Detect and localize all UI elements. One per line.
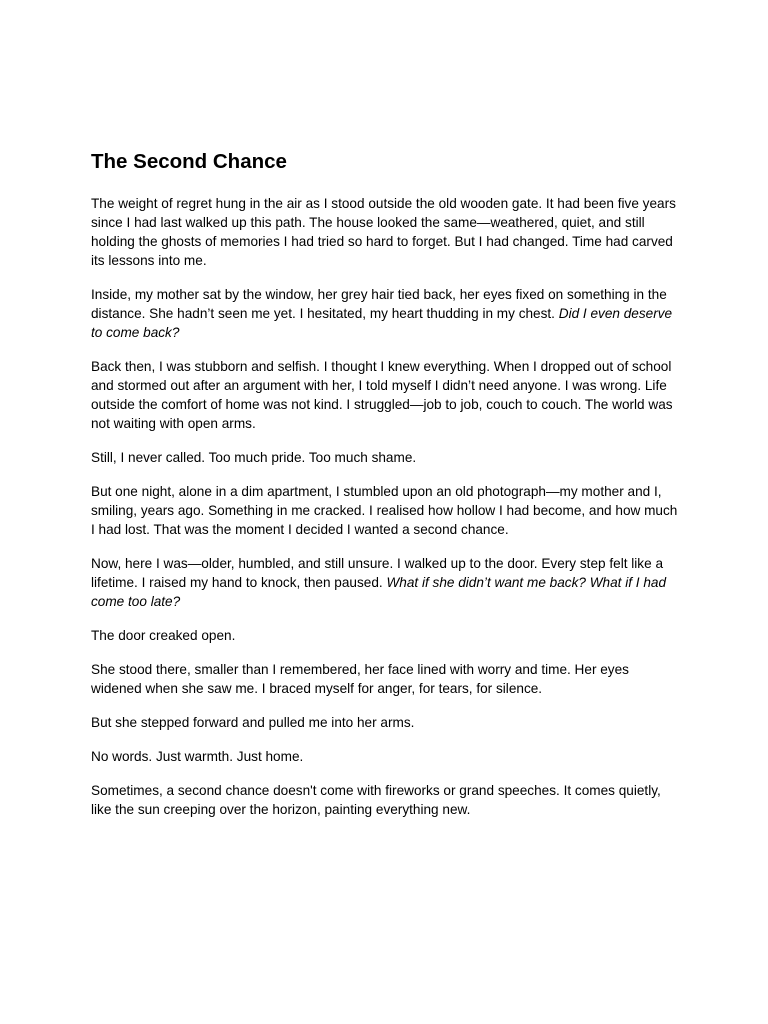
paragraph xyxy=(91,194,681,270)
paragraph xyxy=(91,781,681,819)
paragraph-text: Back then, I was stubborn and selfish. I thought I knew everything. When I dropped out of school and stormed out after an argument with her, I told myself I didn’t need anyone. I was wrong. Life outside the comfort of home was not kind. I struggled—job to job, couch to couch. The world was not waiting with open arms. xyxy=(91,359,673,431)
paragraph-text: Now, here I was—older, humbled, and still unsure. I walked up to the door. Every step felt like a lifetime. I raised my hand to knock, then paused. xyxy=(91,556,663,590)
paragraph xyxy=(91,285,681,342)
paragraph-italic-text: Did I even deserve to come back? xyxy=(91,306,673,340)
paragraph-text: But one night, alone in a dim apartment, I stumbled upon an old photograph—my mother and I, smiling, years ago. Something in me cracked. I realised how hollow I had become, and how much I had lost. That was the moment I decided I wanted a second chance. xyxy=(91,484,678,537)
paragraph-text: She stood there, smaller than I remembered, her face lined with worry and time. Her eyes widened when she saw me. I braced myself for anger, for tears, for silence. xyxy=(91,662,629,696)
paragraph-text: Still, I never called. Too much pride. Too much shame. xyxy=(91,450,417,465)
paragraph xyxy=(91,357,681,433)
paragraph-text: The door creaked open. xyxy=(91,628,236,643)
paragraph xyxy=(91,713,681,732)
paragraph xyxy=(91,626,681,645)
paragraph-text: Inside, my mother sat by the window, her grey hair tied back, her eyes fixed on something in the distance. She hadn’t seen me yet. I hesitated, my heart thudding in my chest. xyxy=(91,287,667,321)
paragraph xyxy=(91,482,681,539)
document-page xyxy=(91,146,681,834)
paragraph-text: The weight of regret hung in the air as I stood outside the old wooden gate. It had been five years since I had last walked up this path. The house looked the same—weathered, quiet, and still holding the ghosts of memories I had tried so hard to forget. But I had changed. Time had carved its lessons into me. xyxy=(91,196,676,268)
paragraph-text: But she stepped forward and pulled me into her arms. xyxy=(91,715,415,730)
paragraph xyxy=(91,747,681,766)
paragraph-text: No words. Just warmth. Just home. xyxy=(91,749,304,764)
paragraph xyxy=(91,554,681,611)
paragraph-italic-text: What if she didn’t want me back? What if I had come too late? xyxy=(91,575,667,609)
document-title: The Second Chance xyxy=(91,150,287,173)
paragraph-text: Sometimes, a second chance doesn't come with fireworks or grand speeches. It comes quietly, like the sun creeping over the horizon, painting everything new. xyxy=(91,783,661,817)
paragraph xyxy=(91,448,681,467)
paragraph xyxy=(91,660,681,698)
